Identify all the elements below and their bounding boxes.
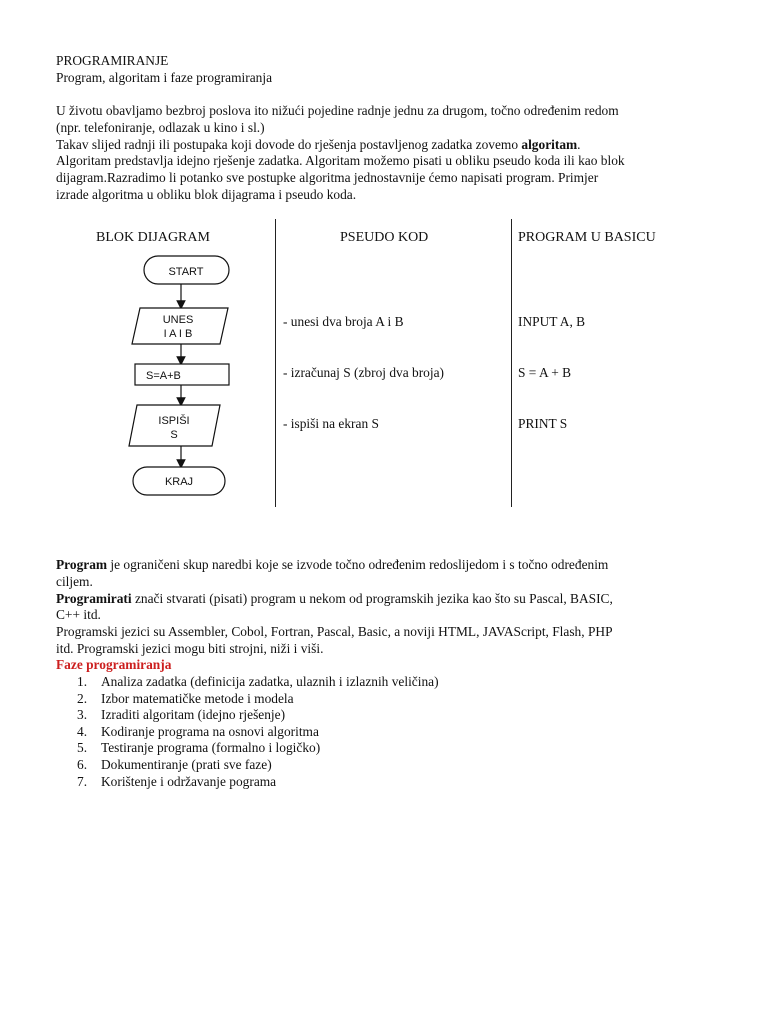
flowchart-process-label: S=A+B: [146, 370, 181, 382]
basic-line: PRINT S: [518, 416, 568, 431]
intro-line: Algoritam predstavlja idejno rješenje zadatka. Algoritam možemo pisati u obliku pseudo koda ili kao blok: [56, 153, 625, 168]
list-item-number: 7.: [77, 773, 88, 789]
list-item-number: 3.: [77, 707, 88, 723]
flowchart: [120, 250, 250, 500]
list-item: [56, 724, 439, 741]
languages-line: itd. Programski jezici mogu biti strojni, niži i viši.: [56, 641, 324, 656]
page-subtitle: Program, algoritam i faze programiranja: [56, 70, 273, 85]
programirati-definition: [56, 591, 613, 608]
column-divider: [275, 219, 276, 507]
intro-line: (npr. telefoniranje, odlazak u kino i sl.): [56, 120, 265, 135]
basic-line: S = A + B: [518, 365, 572, 380]
flowchart-output-label-line1: ISPIŠI: [158, 415, 190, 427]
page-title: PROGRAMIRANJE: [56, 53, 169, 68]
pseudo-line: - izračunaj S (zbroj dva broja): [283, 365, 444, 380]
languages-line: Programski jezici su Assembler, Cobol, Fortran, Pascal, Basic, a noviji HTML, JAVAScript, Flash, PHP: [56, 624, 613, 639]
col-header-pseudo-kod: PSEUDO KOD: [340, 230, 429, 245]
list-item-number: 5.: [77, 740, 88, 756]
list-item-text: Korištenje i održavanje pograma: [101, 773, 277, 789]
flowchart-input-parallelogram: [132, 308, 228, 344]
list-item: [56, 757, 439, 774]
list-item: [56, 774, 439, 791]
phases-heading: Faze programiranja: [56, 657, 172, 672]
flowchart-output-label-line2: S: [170, 429, 178, 441]
flowchart-start-label: START: [168, 266, 204, 278]
list-item-number: 1.: [77, 674, 88, 689]
programirati-definition-cont: C++ itd.: [56, 607, 101, 622]
flowchart-output-parallelogram: [129, 405, 220, 446]
flowchart-start-terminal: [144, 256, 229, 284]
algoritam-term: algoritam: [521, 137, 578, 152]
list-item-number: 6.: [77, 756, 88, 772]
list-item: [56, 674, 439, 691]
list-item-text: Izbor matematičke metode i modela: [101, 690, 294, 706]
definition-text: znači stvarati (pisati) program u nekom od programskih jezika kao što su Pascal, BASIC,: [131, 591, 613, 606]
intro-line: [56, 137, 581, 154]
programirati-term: Programirati: [56, 591, 132, 606]
list-item-text: Analiza zadatka (definicija zadatka, ulaznih i izlaznih veličina): [101, 674, 439, 689]
column-divider: [511, 219, 512, 507]
flowchart-input-label-line1: UNES: [162, 314, 194, 326]
program-definition: [56, 557, 608, 574]
intro-line: dijagram.Razradimo li potanko sve postupke algoritma jednostavnije ćemo napisati program. Primjer: [56, 170, 599, 185]
program-term: Program: [56, 557, 108, 572]
list-item-text: Kodiranje programa na osnovi algoritma: [101, 723, 319, 739]
flowchart-input-label-line2: I A I B: [163, 328, 193, 340]
flowchart-end-terminal: [133, 467, 225, 495]
definition-text: je ograničeni skup naredbi koje se izvode točno određenim redoslijedom i s točno određenim: [107, 557, 609, 572]
intro-line: U životu obavljamo bezbroj poslova ito nižući pojedine radnje jednu za drugom, točno određenim redom: [56, 103, 619, 118]
list-item: [56, 740, 439, 757]
list-item-text: Testiranje programa (formalno i logičko): [101, 740, 321, 756]
program-definition-cont: ciljem.: [56, 574, 93, 589]
col-header-program-u-basicu: PROGRAM U BASICU: [518, 230, 656, 245]
basic-line: INPUT A, B: [518, 314, 586, 329]
phases-list: [56, 674, 439, 790]
intro-text: .: [577, 137, 581, 152]
list-item: [56, 707, 439, 724]
intro-text: Takav slijed radnji ili postupaka koji dovode do rješenja postavljenog zadatka zovemo: [56, 137, 522, 152]
pseudo-line: - ispiši na ekran S: [283, 416, 379, 431]
flowchart-process-box: [135, 364, 229, 385]
list-item-text: Dokumentiranje (prati sve faze): [101, 756, 272, 772]
pseudo-line: - unesi dva broja A i B: [283, 314, 404, 329]
list-item-number: 2.: [77, 690, 88, 706]
list-item-text: Izraditi algoritam (idejno rješenje): [101, 707, 286, 723]
intro-line: izrade algoritma u obliku blok dijagrama i pseudo koda.: [56, 187, 357, 202]
flowchart-end-label: KRAJ: [164, 476, 194, 488]
list-item: [56, 691, 439, 708]
col-header-blok-dijagram: BLOK DIJAGRAM: [96, 230, 210, 245]
list-item-number: 4.: [77, 723, 88, 739]
